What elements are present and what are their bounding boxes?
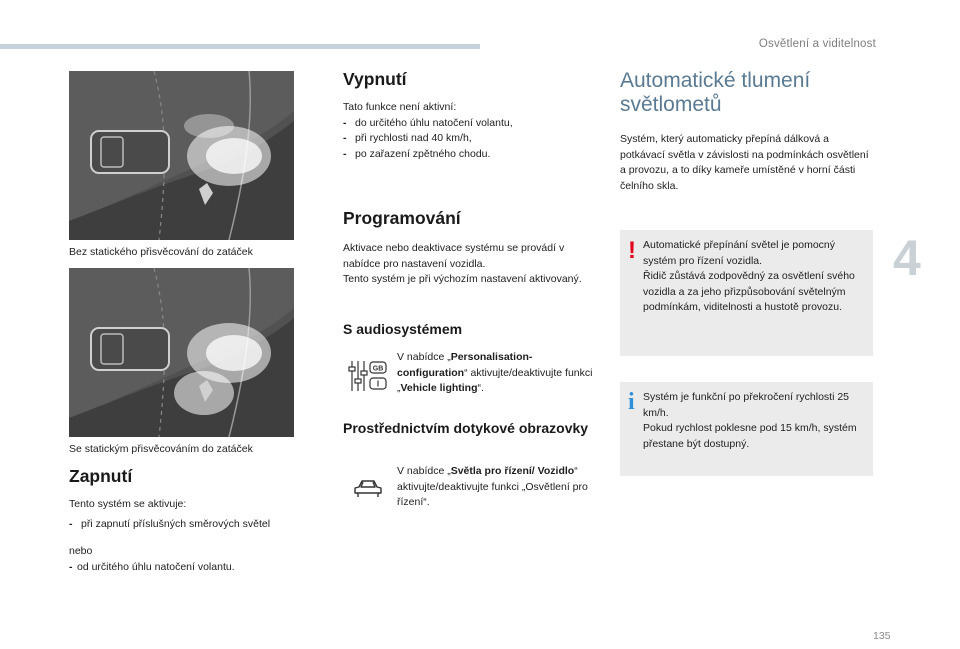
subsection-heading: Prostřednictvím dotykové obrazovky [343, 420, 589, 436]
list [69, 517, 309, 533]
page-number: 135 [873, 630, 891, 642]
info-note [620, 382, 873, 476]
paragraph: Systém, který automaticky přepíná dálková a potkávací světla v závislosti na podmínkách osvětlení a provozu, a to díky kameře umístěné v horní části čelního skla. [620, 133, 869, 192]
illustration-without-cornering-light [69, 71, 294, 240]
figure-caption: Se statickým přisvěcováním do zatáček [69, 443, 253, 455]
section-vypnuti [343, 69, 593, 162]
paragraph: Tato funkce není aktivní: [343, 101, 457, 113]
warning-text: Automatické přepínání světel je pomocný systém pro řízení vozidla. Řidič zůstává zodpovědný za osvětlení svého vozidla a za jeho přizpůsobování světelným podmínkám, viditelnosti a hustotě provozu. [643, 239, 855, 313]
car-icon [352, 478, 384, 500]
section-title: Osvětlení a viditelnost [758, 38, 876, 50]
svg-text:GB: GB [372, 365, 384, 373]
car-headlight-illustration [69, 71, 294, 240]
section-title-large: Automatické tlumení světlometů [620, 69, 811, 116]
list-item: - při zapnutí příslušných směrových světel [69, 517, 271, 530]
info-text: Systém je funkční po překročení rychlosti 25 km/h. Pokud rychlost poklesne pod 15 km/h, systém přestane být dostupný. [643, 391, 857, 450]
list [343, 116, 593, 163]
chapter-number: 4 [893, 230, 921, 286]
illustration-with-cornering-light [69, 268, 294, 437]
touchscreen-instruction: V nabídce „Světla pro řízení/ Vozidlo“ aktivujte/deaktivujte funkci „Osvětlení pro řízení“. [397, 465, 588, 508]
list [69, 560, 309, 576]
paragraph: nebo [69, 545, 93, 557]
header-bar [0, 44, 480, 49]
list-item: - po zařazení zpětného chodu. [343, 147, 491, 160]
list-item: - do určitého úhlu natočení volantu, [343, 116, 513, 129]
warning-note [620, 230, 873, 356]
list-item: - od určitého úhlu natočení volantu. [69, 560, 235, 573]
paragraph: Aktivace nebo deaktivace systému se provádí v nabídce pro nastavení vozidla. [343, 242, 565, 270]
section-audio [343, 321, 593, 337]
section-heading: Vypnutí [343, 69, 407, 89]
paragraph: Tento systém je při výchozím nastavení aktivovaný. [343, 273, 582, 285]
section-zapnuti [69, 466, 309, 575]
warning-icon: ! [628, 237, 636, 264]
list-item: - při rychlosti nad 40 km/h, [343, 132, 472, 144]
subsection-heading: S audiosystémem [343, 321, 463, 337]
audio-settings-icon [346, 357, 390, 397]
section-programovani [343, 208, 593, 288]
section-heading: Zapnutí [69, 466, 133, 486]
svg-text:I: I [376, 379, 380, 389]
section-heading: Programování [343, 208, 461, 228]
figure-caption: Bez statického přisvěcování do zatáček [69, 246, 253, 258]
audio-instruction: V nabídce „Personalisation-configuration“ aktivujte/deaktivujte funkci „Vehicle lighting“. [397, 351, 593, 394]
info-icon: i [628, 389, 635, 415]
car-cornering-light-illustration [69, 268, 294, 437]
section-touchscreen [343, 420, 593, 436]
paragraph: Tento systém se aktivuje: [69, 498, 187, 510]
section-auto-dimming [620, 69, 873, 194]
